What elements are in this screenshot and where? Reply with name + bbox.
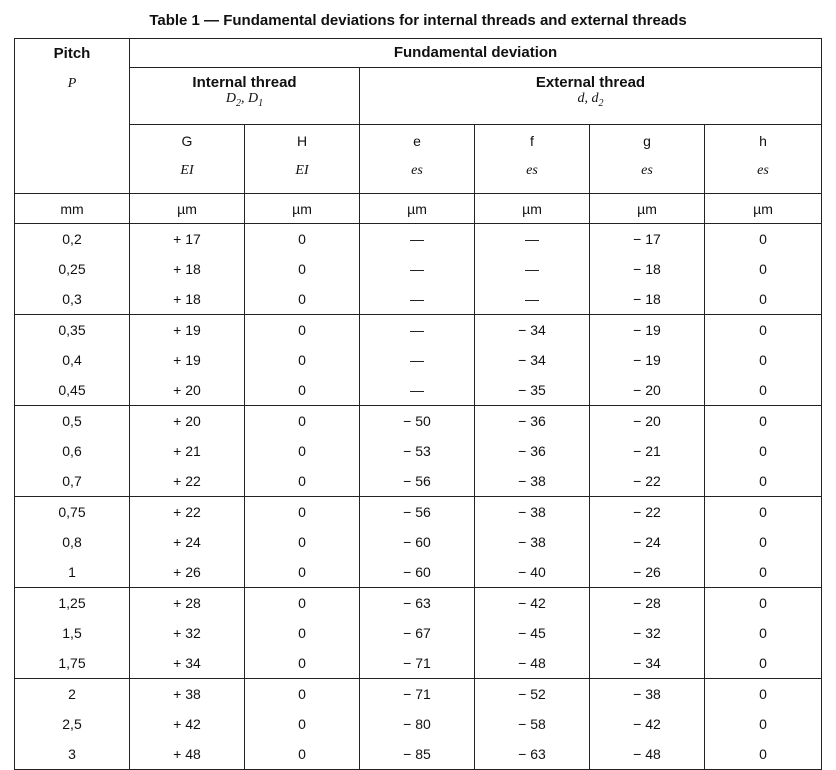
deviation-value: − 63 <box>518 746 546 762</box>
column-letter: f <box>530 133 534 149</box>
deviation-value: − 71 <box>403 686 431 702</box>
value-cell <box>360 679 475 770</box>
deviation-value: 0 <box>298 595 306 611</box>
deviation-value: + 18 <box>173 291 201 307</box>
deviation-value: + 42 <box>173 716 201 732</box>
deviation-value: − 18 <box>633 291 661 307</box>
pitch-symbol: P <box>67 76 77 91</box>
value-cell <box>475 315 590 406</box>
value-cell <box>245 315 360 406</box>
deviation-value: − 19 <box>633 352 661 368</box>
pitch-value: 0,6 <box>62 443 82 459</box>
value-cell <box>245 679 360 770</box>
deviation-value: 0 <box>298 231 306 247</box>
deviation-value: 0 <box>759 352 767 368</box>
column-symbol: EI <box>180 163 194 178</box>
deviation-value: 0 <box>759 504 767 520</box>
deviation-value: + 20 <box>173 382 201 398</box>
deviation-value: 0 <box>759 686 767 702</box>
deviation-value: — <box>410 231 424 247</box>
external-thread-symbols: d, $d_2$ <box>577 91 604 109</box>
deviation-value: + 24 <box>173 534 201 550</box>
pitch-value: 1,25 <box>58 595 86 611</box>
deviation-value: — <box>525 291 539 307</box>
value-cell <box>245 588 360 679</box>
deviation-value: − 42 <box>633 716 661 732</box>
deviation-value: + 19 <box>173 322 201 338</box>
deviation-value: 0 <box>298 443 306 459</box>
fundamental-deviation-header: Fundamental deviation <box>130 39 822 68</box>
deviation-value: − 60 <box>403 564 431 580</box>
deviation-value: + 34 <box>173 655 201 671</box>
deviation-value: 0 <box>298 473 306 489</box>
table-caption: Table 1 — Fundamental deviations for internal threads and external threads <box>149 12 687 29</box>
deviation-value: — <box>525 261 539 277</box>
deviation-value: — <box>410 382 424 398</box>
value-cell <box>705 224 822 315</box>
value-cell <box>130 406 245 497</box>
pitch-value: 0,35 <box>58 322 86 338</box>
deviation-value: − 21 <box>633 443 661 459</box>
deviation-value: 0 <box>298 564 306 580</box>
deviation-value: 0 <box>759 443 767 459</box>
deviation-value: 0 <box>759 564 767 580</box>
value-cell <box>590 224 705 315</box>
pitch-cell <box>15 406 130 497</box>
deviation-value: 0 <box>298 322 306 338</box>
unit-cell: µm <box>130 194 245 224</box>
deviation-table <box>14 38 822 770</box>
pitch-value: 0,8 <box>62 534 82 550</box>
internal-thread-header <box>130 68 360 125</box>
deviation-value: 0 <box>298 504 306 520</box>
deviation-value: − 36 <box>518 443 546 459</box>
deviation-value: 0 <box>759 655 767 671</box>
pitch-value: 1,5 <box>62 625 82 641</box>
column-symbol: es <box>411 163 423 178</box>
deviation-value: − 38 <box>518 534 546 550</box>
deviation-value: − 24 <box>633 534 661 550</box>
column-symbol: es <box>526 163 538 178</box>
value-cell <box>590 315 705 406</box>
deviation-value: − 32 <box>633 625 661 641</box>
pitch-value: 0,4 <box>62 352 82 368</box>
deviation-value: − 20 <box>633 413 661 429</box>
deviation-value: — <box>410 322 424 338</box>
column-header-G <box>130 125 245 194</box>
deviation-value: + 26 <box>173 564 201 580</box>
deviation-value: − 53 <box>403 443 431 459</box>
table-row-group <box>15 224 822 315</box>
pitch-value: 1 <box>68 564 76 580</box>
deviation-value: + 17 <box>173 231 201 247</box>
value-cell <box>360 588 475 679</box>
deviation-value: − 58 <box>518 716 546 732</box>
pitch-cell <box>15 679 130 770</box>
pitch-value: 0,75 <box>58 504 86 520</box>
deviation-value: − 38 <box>518 473 546 489</box>
deviation-value: 0 <box>298 352 306 368</box>
deviation-value: 0 <box>298 382 306 398</box>
deviation-value: 0 <box>298 655 306 671</box>
value-cell <box>705 497 822 588</box>
deviation-value: 0 <box>759 231 767 247</box>
value-cell <box>130 679 245 770</box>
deviation-value: + 38 <box>173 686 201 702</box>
deviation-value: 0 <box>298 413 306 429</box>
value-cell <box>705 588 822 679</box>
deviation-value: 0 <box>759 595 767 611</box>
unit-cell: µm <box>590 194 705 224</box>
deviation-value: − 38 <box>518 504 546 520</box>
value-cell <box>360 497 475 588</box>
column-symbol: EI <box>295 163 309 178</box>
value-cell <box>705 679 822 770</box>
deviation-value: + 28 <box>173 595 201 611</box>
deviation-value: + 22 <box>173 504 201 520</box>
unit-cell: µm <box>360 194 475 224</box>
table-row-group <box>15 679 822 770</box>
column-letter: h <box>759 133 767 149</box>
deviation-value: − 56 <box>403 504 431 520</box>
pitch-value: 1,75 <box>58 655 86 671</box>
deviation-value: — <box>525 231 539 247</box>
deviation-value: − 45 <box>518 625 546 641</box>
deviation-value: + 19 <box>173 352 201 368</box>
deviation-value: + 18 <box>173 261 201 277</box>
external-thread-label: External thread <box>535 74 646 91</box>
value-cell <box>475 497 590 588</box>
deviation-value: 0 <box>759 382 767 398</box>
column-header-e <box>360 125 475 194</box>
deviation-value: 0 <box>759 261 767 277</box>
deviation-value: − 38 <box>633 686 661 702</box>
deviation-value: 0 <box>298 291 306 307</box>
value-cell <box>705 315 822 406</box>
deviation-value: − 52 <box>518 686 546 702</box>
table-row-group <box>15 406 822 497</box>
column-letter: e <box>413 133 421 149</box>
pitch-label: Pitch <box>53 45 91 62</box>
internal-thread-symbols: $D_2$, $D_1$ <box>225 91 264 109</box>
value-cell <box>705 406 822 497</box>
pitch-value: 0,2 <box>62 231 82 247</box>
pitch-value: 0,25 <box>58 261 86 277</box>
deviation-value: 0 <box>759 291 767 307</box>
pitch-value: 2,5 <box>62 716 82 732</box>
deviation-value: + 22 <box>173 473 201 489</box>
deviation-value: − 26 <box>633 564 661 580</box>
deviation-value: 0 <box>298 686 306 702</box>
deviation-value: − 28 <box>633 595 661 611</box>
deviation-value: 0 <box>759 322 767 338</box>
value-cell <box>130 224 245 315</box>
deviation-value: — <box>410 352 424 368</box>
deviation-value: − 42 <box>518 595 546 611</box>
pitch-value: 0,5 <box>62 413 82 429</box>
deviation-value: 0 <box>298 746 306 762</box>
unit-cell: mm <box>15 194 130 224</box>
pitch-value: 0,45 <box>58 382 86 398</box>
external-thread-header <box>360 68 822 125</box>
column-symbol: es <box>641 163 653 178</box>
table-row-group <box>15 315 822 406</box>
column-letter: G <box>181 133 193 149</box>
deviation-value: − 50 <box>403 413 431 429</box>
deviation-value: 0 <box>759 746 767 762</box>
pitch-value: 3 <box>68 746 76 762</box>
value-cell <box>590 406 705 497</box>
deviation-value: 0 <box>298 534 306 550</box>
pitch-cell <box>15 497 130 588</box>
deviation-value: − 34 <box>518 352 546 368</box>
value-cell <box>475 679 590 770</box>
deviation-value: 0 <box>298 625 306 641</box>
deviation-value: + 48 <box>173 746 201 762</box>
deviation-value: − 34 <box>633 655 661 671</box>
value-cell <box>130 315 245 406</box>
table-row-group <box>15 497 822 588</box>
deviation-value: − 71 <box>403 655 431 671</box>
value-cell <box>360 224 475 315</box>
deviation-value: 0 <box>759 625 767 641</box>
column-symbol: es <box>757 163 769 178</box>
value-cell <box>245 406 360 497</box>
unit-cell: µm <box>705 194 822 224</box>
deviation-value: + 21 <box>173 443 201 459</box>
value-cell <box>130 497 245 588</box>
value-cell <box>475 588 590 679</box>
pitch-value: 2 <box>68 686 76 702</box>
column-header-f <box>475 125 590 194</box>
column-header-g <box>590 125 705 194</box>
value-cell <box>590 497 705 588</box>
deviation-value: − 18 <box>633 261 661 277</box>
deviation-value: − 48 <box>633 746 661 762</box>
value-cell <box>130 588 245 679</box>
pitch-header-cell <box>15 39 130 194</box>
deviation-value: − 40 <box>518 564 546 580</box>
deviation-value: − 85 <box>403 746 431 762</box>
value-cell <box>360 406 475 497</box>
deviation-value: − 60 <box>403 534 431 550</box>
deviation-value: − 80 <box>403 716 431 732</box>
deviation-value: − 48 <box>518 655 546 671</box>
deviation-value: − 36 <box>518 413 546 429</box>
value-cell <box>590 679 705 770</box>
value-cell <box>475 224 590 315</box>
deviation-value: 0 <box>298 261 306 277</box>
pitch-value: 0,3 <box>62 291 82 307</box>
internal-thread-label: Internal thread <box>192 74 297 91</box>
deviation-value: — <box>410 291 424 307</box>
deviation-value: − 22 <box>633 504 661 520</box>
deviation-value: − 67 <box>403 625 431 641</box>
column-header-h <box>705 125 822 194</box>
deviation-value: − 19 <box>633 322 661 338</box>
deviation-value: + 20 <box>173 413 201 429</box>
value-cell <box>245 224 360 315</box>
column-letter: g <box>643 133 651 149</box>
deviation-value: 0 <box>759 716 767 732</box>
unit-cell: µm <box>245 194 360 224</box>
pitch-value: 0,7 <box>62 473 82 489</box>
deviation-value: 0 <box>759 534 767 550</box>
deviation-value: 0 <box>298 716 306 732</box>
deviation-value: — <box>410 261 424 277</box>
column-header-H <box>245 125 360 194</box>
pitch-cell <box>15 315 130 406</box>
deviation-value: − 63 <box>403 595 431 611</box>
deviation-value: + 32 <box>173 625 201 641</box>
deviation-value: 0 <box>759 473 767 489</box>
deviation-value: − 56 <box>403 473 431 489</box>
column-letter: H <box>296 133 308 149</box>
pitch-cell <box>15 588 130 679</box>
deviation-value: 0 <box>759 413 767 429</box>
unit-cell: µm <box>475 194 590 224</box>
deviation-value: − 17 <box>633 231 661 247</box>
deviation-value: − 34 <box>518 322 546 338</box>
deviation-value: − 20 <box>633 382 661 398</box>
value-cell <box>475 406 590 497</box>
pitch-cell <box>15 224 130 315</box>
deviation-value: − 22 <box>633 473 661 489</box>
value-cell <box>590 588 705 679</box>
value-cell <box>245 497 360 588</box>
deviation-value: − 35 <box>518 382 546 398</box>
value-cell <box>360 315 475 406</box>
table-row-group <box>15 588 822 679</box>
